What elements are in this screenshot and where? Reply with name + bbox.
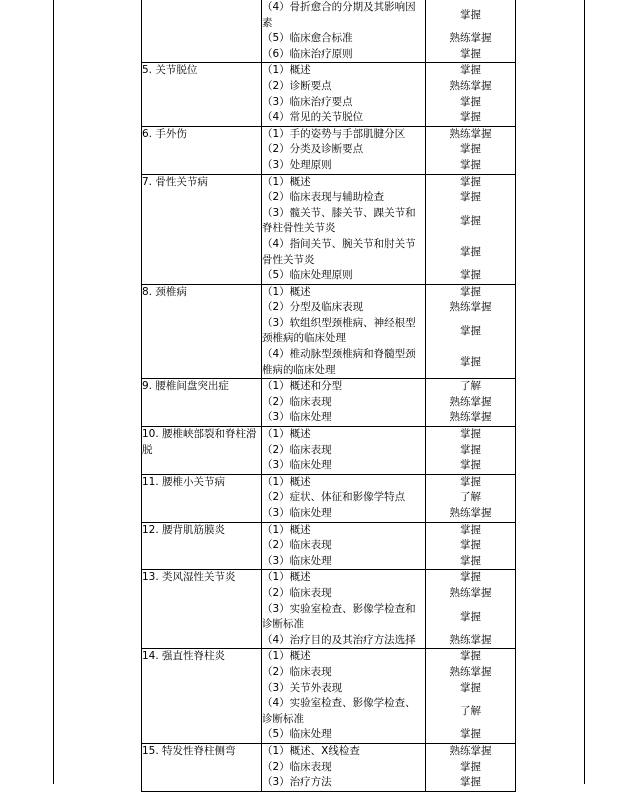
table-row	[142, 570, 516, 649]
requirement-level: 熟练掌握	[449, 411, 492, 424]
content-item: （3）临床处理	[262, 459, 332, 472]
right-column-border	[584, 0, 585, 784]
topic-cell	[142, 284, 262, 379]
left-column-border	[53, 0, 54, 784]
requirement-level: 熟练掌握	[449, 586, 492, 599]
content-cell	[262, 649, 426, 744]
content-cell	[262, 570, 426, 649]
content-cell	[262, 0, 426, 63]
content-item: （1）概述	[262, 428, 311, 441]
content-item: （4）常见的关节脱位	[262, 111, 364, 124]
requirement-level: 掌握	[460, 681, 481, 694]
requirement-level: 掌握	[460, 47, 481, 60]
requirement-level: 掌握	[460, 554, 481, 567]
requirement-level: 掌握	[460, 443, 481, 456]
topic-title: 5. 关节脱位	[142, 64, 198, 77]
table-row	[142, 0, 516, 63]
requirement-cell	[426, 174, 516, 284]
table-row	[142, 63, 516, 126]
requirement-level: 掌握	[460, 539, 481, 552]
content-item: （2）分型及临床表现	[262, 301, 364, 314]
content-cell	[262, 174, 426, 284]
requirement-level: 掌握	[460, 428, 481, 441]
content-item: （1）概述	[262, 175, 311, 188]
topic-cell	[142, 0, 262, 63]
content-cell	[262, 379, 426, 427]
content-cell	[262, 427, 426, 475]
requirement-level: 熟练掌握	[449, 79, 492, 92]
content-item: （1）手的姿势与手部肌腱分区	[262, 127, 406, 140]
requirement-level: 掌握	[460, 268, 481, 281]
topic-cell	[142, 126, 262, 174]
requirement-cell	[426, 649, 516, 744]
content-cell	[262, 63, 426, 126]
syllabus-table	[141, 0, 516, 792]
requirement-cell	[426, 126, 516, 174]
topic-cell	[142, 379, 262, 427]
requirement-level: 掌握	[460, 191, 481, 204]
topic-title: 7. 骨性关节病	[142, 175, 208, 188]
requirement-cell	[426, 743, 516, 791]
content-item: （1）概述	[262, 523, 311, 536]
table-row	[142, 743, 516, 791]
content-item: （5）临床处理	[262, 728, 332, 741]
content-item: （2）分类及诊断要点	[262, 143, 364, 156]
requirement-level: 掌握	[460, 95, 481, 108]
topic-title: 10. 腰椎峡部裂和脊柱滑脱	[142, 428, 257, 456]
table-row	[142, 126, 516, 174]
table-row	[142, 649, 516, 744]
requirement-level: 掌握	[460, 776, 481, 789]
content-cell	[262, 126, 426, 174]
requirement-level: 了解	[460, 491, 481, 504]
content-item: （3）临床处理	[262, 554, 332, 567]
content-item: （2）临床表现	[262, 395, 332, 408]
requirement-level: 了解	[460, 380, 481, 393]
requirement-level: 掌握	[460, 760, 481, 773]
requirement-level: 掌握	[460, 459, 481, 472]
content-item: （2）临床表现	[262, 539, 332, 552]
topic-cell	[142, 743, 262, 791]
content-item: （4）椎动脉型颈椎病和脊髓型颈椎病的临床处理	[262, 348, 416, 376]
requirement-level: 掌握	[460, 285, 481, 298]
content-cell	[262, 743, 426, 791]
topic-title: 8. 颈椎病	[142, 285, 187, 298]
requirement-level: 熟练掌握	[449, 301, 492, 314]
requirement-level: 熟练掌握	[449, 395, 492, 408]
requirement-level: 掌握	[460, 610, 481, 623]
topic-cell	[142, 522, 262, 570]
topic-cell	[142, 649, 262, 744]
requirement-level: 掌握	[460, 523, 481, 536]
requirement-level: 掌握	[460, 111, 481, 124]
topic-title: 14. 强直性脊柱炎	[142, 650, 226, 663]
requirement-level: 掌握	[460, 355, 481, 368]
content-item: （3）临床治疗要点	[262, 95, 353, 108]
table-row	[142, 174, 516, 284]
requirement-level: 掌握	[460, 158, 481, 171]
content-item: （3）髋关节、膝关节、踝关节和脊柱骨性关节炎	[262, 206, 416, 235]
content-item: （1）概述	[262, 475, 311, 488]
topic-cell	[142, 174, 262, 284]
requirement-level: 掌握	[460, 64, 481, 77]
content-item: （2）症状、体征和影像学特点	[262, 491, 406, 504]
requirement-level: 熟练掌握	[449, 32, 492, 44]
requirement-level: 掌握	[460, 475, 481, 488]
topic-title: 11. 腰椎小关节病	[142, 475, 226, 488]
content-item: （2）临床表现与辅助检查	[262, 191, 385, 204]
requirement-cell	[426, 63, 516, 126]
topic-title: 15. 特发性脊柱侧弯	[142, 744, 236, 757]
requirement-level: 掌握	[460, 175, 481, 188]
requirement-level: 掌握	[460, 245, 481, 258]
requirement-level: 掌握	[460, 650, 481, 663]
requirement-level: 掌握	[460, 214, 481, 227]
requirement-cell	[426, 0, 516, 63]
table-row	[142, 522, 516, 570]
requirement-cell	[426, 522, 516, 570]
content-item: （1）概述、X线检查	[262, 744, 360, 757]
content-item: （1）概述和分型	[262, 380, 343, 393]
content-item: （2）诊断要点	[262, 79, 332, 92]
requirement-cell	[426, 427, 516, 475]
content-item: （6）临床治疗原则	[262, 47, 353, 60]
content-item: （5）临床处理原则	[262, 269, 353, 282]
requirement-level: 熟练掌握	[449, 127, 492, 140]
requirement-cell	[426, 570, 516, 649]
content-cell	[262, 522, 426, 570]
content-item: （4）实验室检查、影像学检查、诊断标准	[262, 697, 416, 725]
content-item: （1）概述	[262, 650, 311, 663]
topic-cell	[142, 63, 262, 126]
requirement-cell	[426, 284, 516, 379]
content-cell	[262, 474, 426, 522]
content-item: （2）临床表现	[262, 443, 332, 456]
content-cell	[262, 284, 426, 379]
table-row	[142, 284, 516, 379]
requirement-level: 掌握	[460, 9, 481, 21]
content-item: （1）概述	[262, 571, 311, 584]
table-row	[142, 379, 516, 427]
topic-title: 13. 类风湿性关节炎	[142, 571, 236, 584]
requirement-cell	[426, 379, 516, 427]
requirement-level: 掌握	[460, 728, 481, 741]
content-item: （3）临床处理	[262, 411, 332, 424]
content-item: （4）骨折愈合的分期及其影响因素	[262, 1, 416, 29]
requirement-level: 熟练掌握	[449, 633, 492, 646]
requirement-level: 掌握	[460, 571, 481, 584]
content-item: （3）实验室检查、影像学检查和诊断标准	[262, 602, 416, 631]
content-item: （3）治疗方法	[262, 776, 332, 789]
requirement-level: 掌握	[460, 143, 481, 156]
content-item: （2）临床表现	[262, 586, 332, 599]
topic-cell	[142, 427, 262, 475]
requirement-level: 熟练掌握	[449, 665, 492, 678]
topic-title: 12. 腰背肌筋膜炎	[142, 523, 226, 536]
topic-cell	[142, 570, 262, 649]
content-item: （3）临床处理	[262, 507, 332, 519]
content-item: （2）临床表现	[262, 760, 332, 773]
requirement-cell	[426, 474, 516, 522]
requirement-level: 掌握	[460, 324, 481, 337]
topic-title: 6. 手外伤	[142, 127, 187, 140]
content-item: （4）指间关节、腕关节和肘关节骨性关节炎	[262, 237, 416, 266]
topic-cell	[142, 474, 262, 522]
content-item: （3）关节外表现	[262, 681, 343, 694]
content-item: （3）软组织型颈椎病、神经根型颈椎病的临床处理	[262, 316, 416, 345]
content-item: （4）治疗目的及其治疗方法选择	[262, 633, 416, 646]
content-item: （5）临床愈合标准	[262, 32, 353, 45]
topic-title: 9. 腰椎间盘突出症	[142, 380, 229, 393]
content-item: （3）处理原则	[262, 158, 332, 171]
content-item: （1）概述	[262, 64, 311, 77]
table-row	[142, 427, 516, 475]
table-row	[142, 474, 516, 522]
requirement-level: 了解	[460, 705, 481, 718]
requirement-level: 熟练掌握	[449, 507, 492, 519]
requirement-level: 熟练掌握	[449, 744, 492, 757]
content-item: （1）概述	[262, 285, 311, 298]
content-item: （2）临床表现	[262, 665, 332, 678]
